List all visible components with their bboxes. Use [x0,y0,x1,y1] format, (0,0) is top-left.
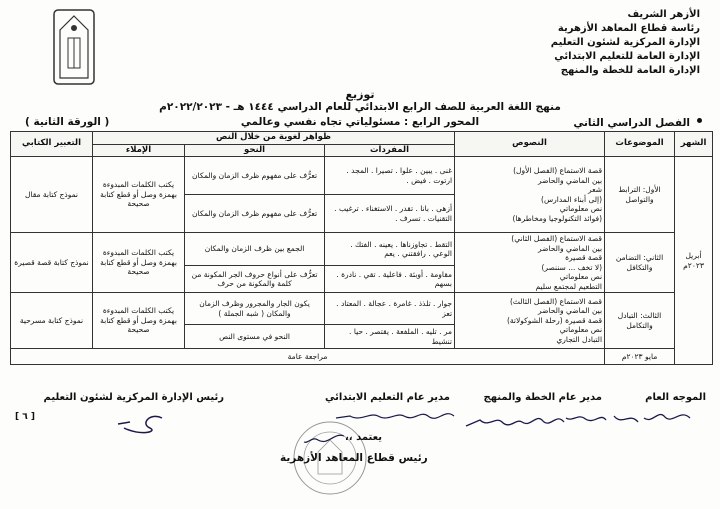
text-item: (لا تخف ... سننصر) [541,262,603,272]
text-item: قصة الاستماع (الفصل الثالث) [509,296,603,306]
col-writing: التعبير الكتابي [11,132,93,157]
text-item: بين الماضي والحاضر [537,243,603,253]
vocab-cell: مر . تليه . الملفعة . يقتصر . حيا . تنشيط [325,325,455,349]
review-cell: مراجعة عامة [11,349,605,365]
text-item: قصة الاستماع (الفصل الأول) [513,166,603,175]
vocab-line: التقنيات . تسرف . [395,213,453,223]
vocab-line: التقط . تجاوزناها . يعينه . الفتك . [350,239,453,249]
grammar-cell: تعرُّف على مفهوم ظرف الزمان والمكان [185,157,325,195]
col-topics: الموضوعات [605,132,675,157]
col-texts: النصوص [455,132,605,157]
text-item: نص معلوماتي [559,272,603,281]
vocab-line: ارتوت . فيض . [406,175,453,185]
topic-3-texts [455,293,605,349]
col-month: الشهر [675,132,713,157]
signature-central-icon [110,410,170,438]
issuer-header [500,8,700,78]
text-item: التطعيم لمجتمع سليم [535,281,603,291]
curriculum-table [10,131,713,365]
topic-1-texts [455,157,605,233]
header-line: الأزهر الشريف [627,9,700,20]
header-line: الإدارة العامة للتعليم الابتدائي [554,51,700,62]
table-row [11,233,713,264]
topic-3: الثالث: التبادل والتكامل [605,293,675,349]
axis-title: المحور الرابع : مسئولياتي تجاه نفسي وعالمي [240,116,480,128]
vocab-line: بسهم [434,279,453,289]
grammar-cell: تعرُّف على مفهوم ظرف الزمان والمكان [185,195,325,233]
azhar-logo-icon [50,8,98,86]
header-line: رئاسة قطاع المعاهد الأزهرية [557,23,700,34]
text-item: قصة الاستماع (الفصل الثاني) [511,234,603,243]
approved-label: يعتمد ،، [345,432,383,443]
table-row [11,157,713,195]
vocab-line: غنى . يبين . علوا . تصيرا . المجد . [346,166,453,175]
col-vocab: المفردات [325,144,455,157]
page-number: [ ٦ ] [15,412,35,422]
doc-title-curriculum: منهج اللغة العربية للصف الرابع الابتدائي للعام الدراسي ١٤٤٤ هـ - ٢٠٢٢/٢٠٢٣م [159,101,561,113]
vocab-line: أزهى . بانا . تقدر . الاستغناء . ترغيب . [334,204,453,213]
grammar-cell: النحو في مستوى النص [185,325,325,349]
dictation-cell: يكتب الكلمات المبدوءة بهمزة وصل أو قطع كتابة صحيحة [93,233,185,293]
text-item: نص معلوماتي [559,204,603,213]
text-item: بين الماضي والحاضر [537,175,603,185]
sig-title-plan: مدير عام الخطة والمنهج [483,392,602,403]
month-april: أبريل ٢٠٢٣م [675,157,713,365]
topic-2: الثاني: التضامن والتكافل [605,233,675,293]
writing-cell: نموذج كتابة قصة قصيرة [11,233,93,293]
text-item: (فوائد التكنولوجيا ومخاطرها) [512,213,603,223]
signature-supervisor-icon [560,404,700,430]
vocab-cell [325,157,455,195]
vocab-cell [325,233,455,266]
sig-title-central: رئيس الإدارة المركزية لشئون التعليم [43,392,224,403]
dictation-cell: يكتب الكلمات المبدوءة بهمزة وصل أو قطع كتابة صحيحة [93,293,185,349]
topic-1: الأول: الترابط والتواصل [605,157,675,233]
text-item: بين الماضي والحاضر [537,306,603,316]
vocab-line: الوعي . رافقتني . يعم [384,249,453,259]
sig-title-supervisor: الموجه العام [645,392,706,403]
dictation-cell: يكتب الكلمات المبدوءة بهمزة وصل أو قطع كتابة صحيحة [93,157,185,233]
bullet-icon [697,118,702,123]
vocab-line: مقاومة . أوبئة . فاعلية . تقي . نادرة . [336,269,453,279]
text-item: قصة قصيرة (رحلة الشوكولاتة) [506,315,603,325]
header-line: الإدارة المركزية لشئون التعليم [550,37,700,48]
term-label: الفصل الدراسي الثاني [573,117,690,129]
table-row [11,293,713,325]
grammar-cell: الجمع بين ظرف الزمان والمكان [185,233,325,266]
writing-cell: نموذج كتابة مقال [11,157,93,233]
signature-sector-icon [300,430,350,450]
grammar-cell: تعرُّف على أنواع حروف الجر المكونة من كلمة والمكونة من حرف [185,266,325,293]
text-item: نص معلوماتي [559,325,603,335]
table-header-row [11,132,713,145]
paper-label: ( الورقة الثانية ) [25,116,110,128]
vocab-cell [325,266,455,293]
col-phenomena: ظواهر لغوية من خلال النص [93,132,455,145]
writing-cell: نموذج كتابة مسرحية [11,293,93,349]
vocab-cell [325,195,455,233]
month-may: مايو ٢٠٢٣م [605,349,675,365]
sector-head-title: رئيس قطاع المعاهد الأزهرية [280,452,428,464]
col-grammar: النحو [185,144,325,157]
col-dictation: الإملاء [93,144,185,157]
table-row [11,349,713,365]
text-item: قصة قصيرة [565,253,603,262]
topic-2-texts [455,233,605,293]
text-item: التبادل التجاري [556,334,603,344]
text-item: (إلى أبناء المدارس) [541,194,603,204]
header-line: الإدارة العامة للخطة والمنهج [560,65,700,76]
doc-title-distribution: توزيع [345,88,375,101]
sig-title-primary: مدير عام التعليم الابتدائي [324,392,450,403]
signature-plan-icon [460,410,570,434]
grammar-cell: يكون الجار والمجرور وظرف الزمان والمكان ( شبه الجملة ) [185,293,325,325]
text-item: شعر [587,185,603,194]
vocab-cell: جوار . تلذذ . غامرة . عجالة . المعتاد . تعز [325,293,455,325]
